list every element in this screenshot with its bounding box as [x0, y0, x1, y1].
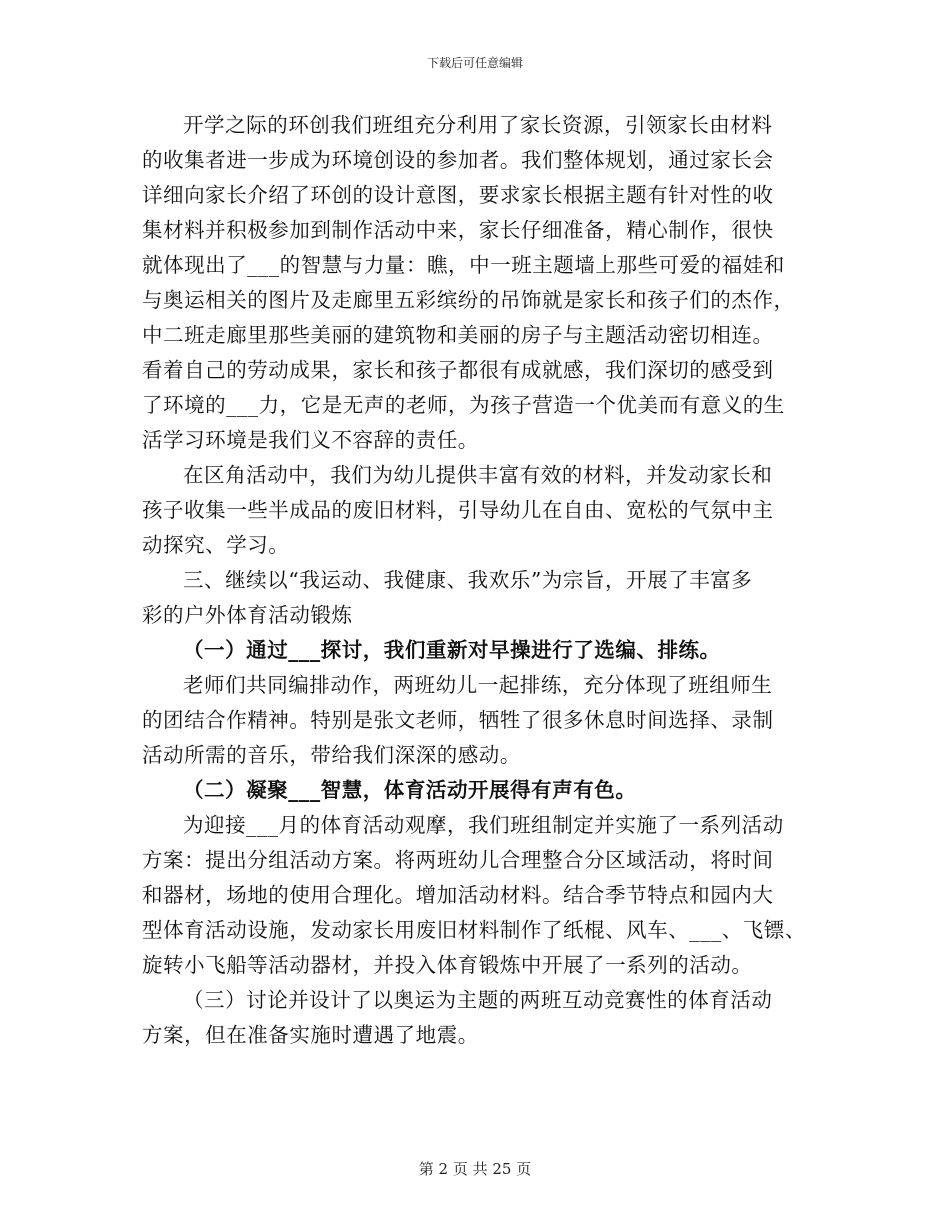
- paragraph-line: 活学习环境是我们义不容辞的责任。: [142, 428, 479, 452]
- subsection-line: （三）讨论并设计了以奥运为主题的两班互动竞赛性的体育活动: [183, 988, 773, 1012]
- paragraph-line: 详细向家长介绍了环创的设计意图，要求家长根据主题有针对性的收: [142, 183, 774, 207]
- section-heading-line: 三、继续以“我运动、我健康、我欢乐”为宗旨，开展了丰富多: [183, 568, 753, 592]
- paragraph-line: 活动所需的音乐，带给我们深深的感动。: [142, 743, 521, 767]
- paragraph-line: 中二班走廊里那些美丽的建筑物和美丽的房子与主题活动密切相连。: [142, 323, 774, 347]
- paragraph-line: 旋转小飞船等活动器材，并投入体育锻炼中开展了一系列的活动。: [142, 953, 753, 977]
- paragraph-line: 和器材，场地的使用合理化。增加活动材料。结合季节特点和园内大: [142, 883, 774, 907]
- paragraph-line: 动探究、学习。: [142, 533, 290, 557]
- subsection-heading: （二）凝聚___智慧，体育活动开展得有声有色。: [183, 778, 637, 802]
- page-footer: 第 2 页 共 25 页: [418, 1160, 532, 1178]
- section-heading-line: 彩的户外体育活动锻炼: [142, 603, 353, 627]
- paragraph-line: 就体现出了___的智慧与力量：瞧，中一班主题墙上那些可爱的福娃和: [142, 253, 785, 277]
- paragraph-line: 老师们共同编排动作，两班幼儿一起排练，充分体现了班组师生: [183, 673, 773, 697]
- paragraph-line: 为迎接___月的体育活动观摩，我们班组制定并实施了一系列活动: [183, 813, 784, 837]
- document-body: [142, 108, 822, 1053]
- paragraph-line: 看着自己的劳动成果，家长和孩子都很有成就感，我们深切的感受到: [142, 358, 774, 382]
- paragraph-line: 方案，但在准备实施时遭遇了地震。: [142, 1023, 479, 1047]
- paragraph-line: 孩子收集一些半成品的废旧材料，引导幼儿在自由、宽松的气氛中主: [142, 498, 774, 522]
- page-header: 下载后可任意编辑: [426, 56, 523, 70]
- paragraph-line: 方案：提出分组活动方案。将两班幼儿合理整合分区域活动，将时间: [142, 848, 774, 872]
- paragraph-line: 的收集者进一步成为环境创设的参加者。我们整体规划，通过家长会: [142, 148, 774, 172]
- paragraph-line: 集材料并积极参加到制作活动中来，家长仔细准备，精心制作，很快: [142, 218, 774, 242]
- paragraph-line: 的团结合作精神。特别是张文老师，牺牲了很多休息时间选择、录制: [142, 708, 774, 732]
- subsection-heading: （一）通过___探讨，我们重新对早操进行了选编、排练。: [183, 638, 721, 662]
- paragraph-line: 开学之际的环创我们班组充分利用了家长资源，引领家长由材料: [183, 113, 773, 137]
- paragraph-line: 在区角活动中，我们为幼儿提供丰富有效的材料，并发动家长和: [183, 463, 773, 487]
- paragraph-line: 了环境的___力，它是无声的老师，为孩子营造一个优美而有意义的生: [142, 393, 785, 417]
- paragraph-line: 与奥运相关的图片及走廊里五彩缤纷的吊饰就是家长和孩子们的杰作，: [142, 288, 795, 312]
- paragraph-line: 型体育活动设施，发动家长用废旧材料制作了纸棍、风车、___、飞镖、: [142, 918, 806, 942]
